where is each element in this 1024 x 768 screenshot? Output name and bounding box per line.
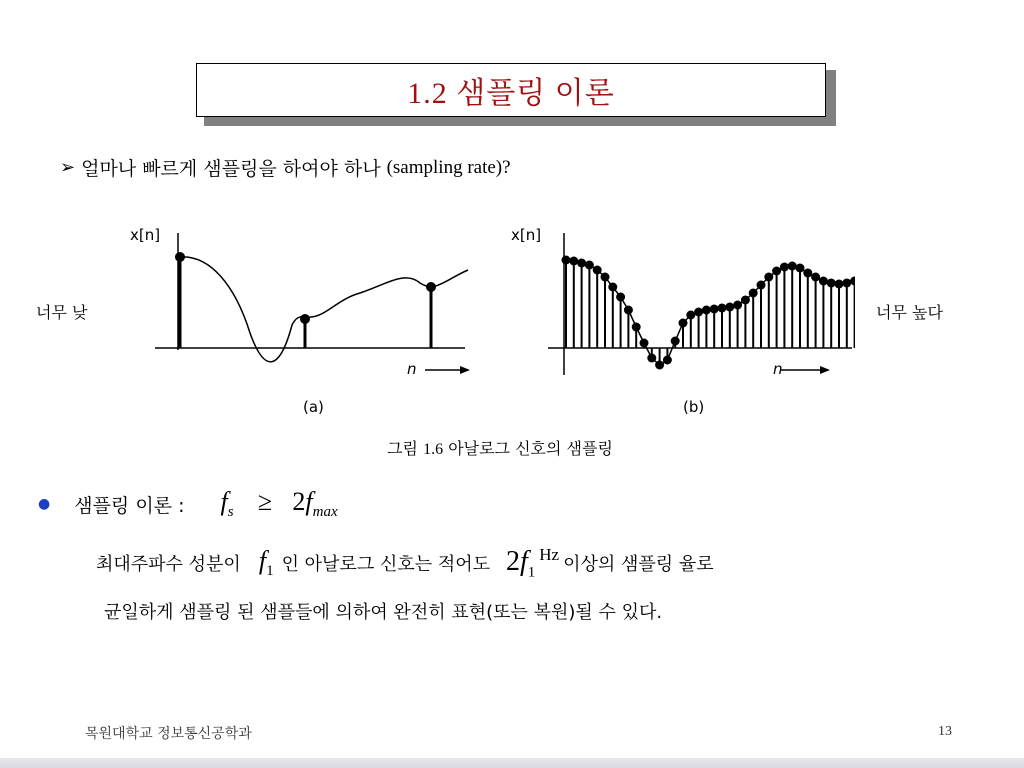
- body-line-2: 균일하게 샘플링 된 샘플들에 의하여 완전히 표현(또는 복원)될 수 있다.: [104, 602, 663, 623]
- graph-b-sample: [710, 305, 719, 314]
- graph-b-sample: [757, 281, 766, 290]
- graph-b-sample: [655, 361, 664, 370]
- graph-a-sample: [300, 314, 310, 324]
- body-f2: f: [520, 546, 528, 577]
- body-f2-sub: 1: [527, 564, 536, 581]
- graph-b-sample: [733, 301, 742, 310]
- graph-a-sample: [426, 282, 436, 292]
- bullet-dot-icon: ●: [38, 496, 51, 513]
- theorem-formula: [220, 487, 337, 521]
- graph-b-sample: [663, 356, 672, 365]
- graph-b-sample: [842, 279, 851, 288]
- slide-title: 1.2 샘플링 이론: [407, 77, 615, 110]
- title-box: [196, 63, 826, 117]
- graph-b-sample: [788, 262, 797, 271]
- graph-b-sample: [803, 269, 812, 278]
- body-f1-f: f: [258, 545, 267, 575]
- graph-b-sample: [686, 311, 695, 320]
- graph-b-sample: [718, 304, 727, 313]
- body-f1: [259, 546, 274, 580]
- body-f1-sub: 1: [266, 562, 274, 579]
- theorem-label: 샘플링 이론 :: [74, 494, 185, 517]
- graph-b-sample: [593, 266, 602, 275]
- theorem-line: [38, 487, 338, 521]
- left-label: 너무 낮: [36, 303, 88, 322]
- footer-bar: [0, 758, 1024, 768]
- body-text-c: 이상의 샘플링 율로: [563, 553, 714, 575]
- graph-b-sample: [601, 273, 610, 282]
- graph-b-sample: [725, 303, 734, 312]
- body-two: 2: [506, 546, 520, 577]
- graph-b-sample: [780, 263, 789, 272]
- graph-b-sample: [827, 279, 836, 288]
- graph-b-y-label: x[n]: [511, 226, 542, 244]
- formula-fs-sub: s: [227, 504, 234, 521]
- graph-a: [120, 215, 470, 420]
- graph-b-sample: [749, 289, 758, 298]
- graph-b-sample: [679, 319, 688, 328]
- graph-a-y-label: x[n]: [130, 226, 161, 244]
- body-unit: Hz: [539, 544, 560, 564]
- graph-b-sample: [608, 283, 617, 292]
- graph-a-x-label: n: [407, 360, 417, 378]
- graph-b-arrowhead-icon: [820, 366, 830, 374]
- right-label: 너무 높다: [876, 303, 943, 322]
- formula-two: 2: [292, 487, 306, 516]
- graph-b-sample: [819, 277, 828, 286]
- subheading-korean: 얼마나 빠르게 샘플링을 하여야 하나: [81, 158, 381, 180]
- graph-b-sample: [632, 323, 641, 332]
- graph-a-arrowhead-icon: [460, 366, 470, 374]
- caption-number: 1.6: [423, 441, 444, 458]
- body-line-1: [96, 544, 714, 582]
- graph-b-sample: [585, 261, 594, 270]
- caption-prefix: 그림: [387, 439, 418, 458]
- graph-a-signal: [180, 257, 468, 362]
- graph-a-sublabel: (a): [303, 398, 324, 416]
- subheading-english: (sampling rate)?: [386, 156, 511, 178]
- formula-f: f: [305, 487, 313, 516]
- graph-b: [500, 215, 855, 420]
- caption-text: 아날로그 신호의 샘플링: [448, 439, 613, 458]
- graph-b-sample: [694, 308, 703, 317]
- body-text-a: 최대주파수 성분이: [96, 553, 241, 575]
- graph-b-sample: [640, 339, 649, 348]
- graph-b-sample: [616, 293, 625, 302]
- graph-b-sublabel: (b): [683, 398, 705, 416]
- footer-institution: 목원대학교 정보통신공학과: [85, 726, 252, 742]
- body-2f1: [506, 544, 535, 582]
- page-number: 13: [938, 724, 952, 739]
- graph-b-sample: [562, 256, 571, 265]
- graph-b-sample: [835, 280, 844, 289]
- figure-caption: [0, 436, 1000, 459]
- subheading: [60, 154, 511, 181]
- formula-geq: ≥: [257, 487, 273, 516]
- graph-b-sample: [577, 259, 586, 268]
- graph-b-x-label: n: [773, 360, 783, 378]
- graph-b-sample: [811, 273, 820, 282]
- arrowhead-bullet-icon: ➢: [60, 157, 76, 178]
- formula-fmax-sub: max: [312, 504, 338, 521]
- graph-b-sample: [624, 306, 633, 315]
- formula-fs: f: [220, 487, 228, 516]
- graph-b-sample: [647, 354, 656, 363]
- graph-b-sample: [671, 337, 680, 346]
- body-text-b: 인 아날로그 신호는 적어도: [281, 553, 490, 575]
- graph-b-sample: [772, 267, 781, 276]
- graph-b-sample: [741, 296, 750, 305]
- graph-b-sample: [764, 273, 773, 282]
- graph-b-sample: [569, 257, 578, 266]
- graph-b-sample: [702, 306, 711, 315]
- graph-a-sample: [175, 252, 185, 262]
- graph-b-sample: [796, 264, 805, 273]
